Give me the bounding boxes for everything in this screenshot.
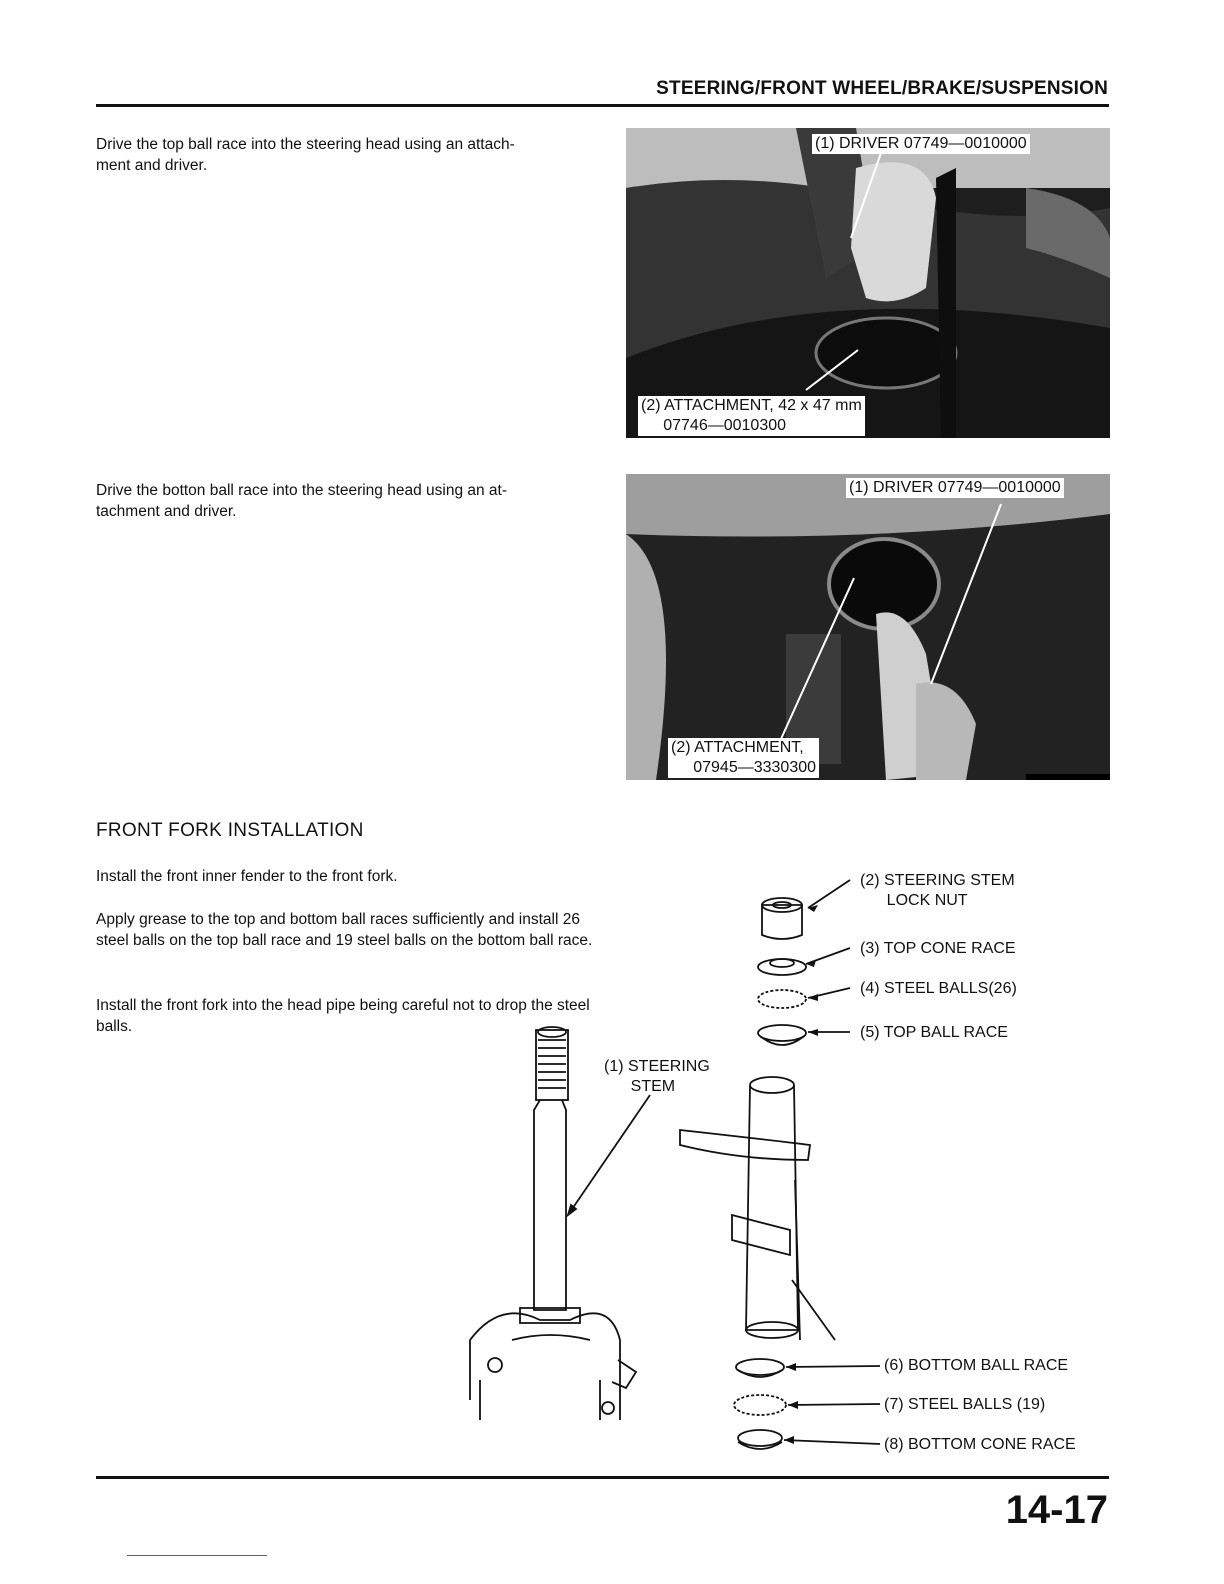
steel-balls-top-drawing: [758, 990, 806, 1008]
steel-balls-bottom-drawing: [734, 1395, 786, 1415]
install-paragraph: Apply grease to the top and bottom ball races sufficiently and install 26 steel balls on the top ball race and 19 steel balls on the bottom ball race.: [96, 911, 593, 949]
lock-nut-drawing: [762, 898, 802, 939]
photo-bottom-ball-race: [626, 474, 1110, 780]
install-paragraph: Install the front inner fender to the front fork.: [96, 868, 398, 885]
photo-top-ball-race: [626, 128, 1110, 438]
top-cone-race-drawing: [758, 959, 806, 975]
step-2-text: Drive the botton ball race into the steering head using an at- tachment and driver.: [96, 482, 508, 520]
page-number: 14-17: [1005, 1488, 1108, 1532]
footer-link-underline[interactable]: [127, 1555, 267, 1556]
callout-attachment: (2) ATTACHMENT, 07945—3330300: [668, 738, 819, 778]
section-heading: FRONT FORK INSTALLATION: [96, 820, 364, 841]
bottom-ball-race-drawing: [736, 1359, 784, 1377]
label-top-cone-race: (3) TOP CONE RACE: [860, 940, 1016, 957]
top-ball-race-drawing: [758, 1025, 806, 1045]
label-bottom-ball-race: (6) BOTTOM BALL RACE: [884, 1357, 1069, 1374]
page-header-title: STEERING/FRONT WHEEL/BRAKE/SUSPENSION: [656, 78, 1108, 99]
label-steering-stem: (1) STEERING STEM: [604, 1058, 710, 1095]
label-bottom-cone-race: (8) BOTTOM CONE RACE: [884, 1436, 1076, 1453]
label-lock-nut: (2) STEERING STEM LOCK NUT: [860, 872, 1015, 909]
label-steel-balls-19: (7) STEEL BALLS (19): [884, 1396, 1046, 1413]
label-top-ball-race: (5) TOP BALL RACE: [860, 1024, 1008, 1041]
callout-driver: (1) DRIVER 07749—0010000: [846, 478, 1064, 498]
callout-attachment: (2) ATTACHMENT, 42 x 47 mm 07746—0010300: [638, 396, 865, 436]
header-rule: [96, 104, 1109, 107]
callout-driver: (1) DRIVER 07749—0010000: [812, 134, 1030, 154]
step-1-text: Drive the top ball race into the steering head using an attach- ment and driver.: [96, 136, 515, 174]
install-paragraph: Install the front fork into the head pipe being careful not to drop the steel balls.: [96, 997, 590, 1035]
head-pipe-drawing: [680, 1077, 835, 1340]
footer-rule: [96, 1476, 1109, 1479]
bottom-cone-race-drawing: [738, 1430, 782, 1449]
label-steel-balls-26: (4) STEEL BALLS(26): [860, 980, 1017, 997]
